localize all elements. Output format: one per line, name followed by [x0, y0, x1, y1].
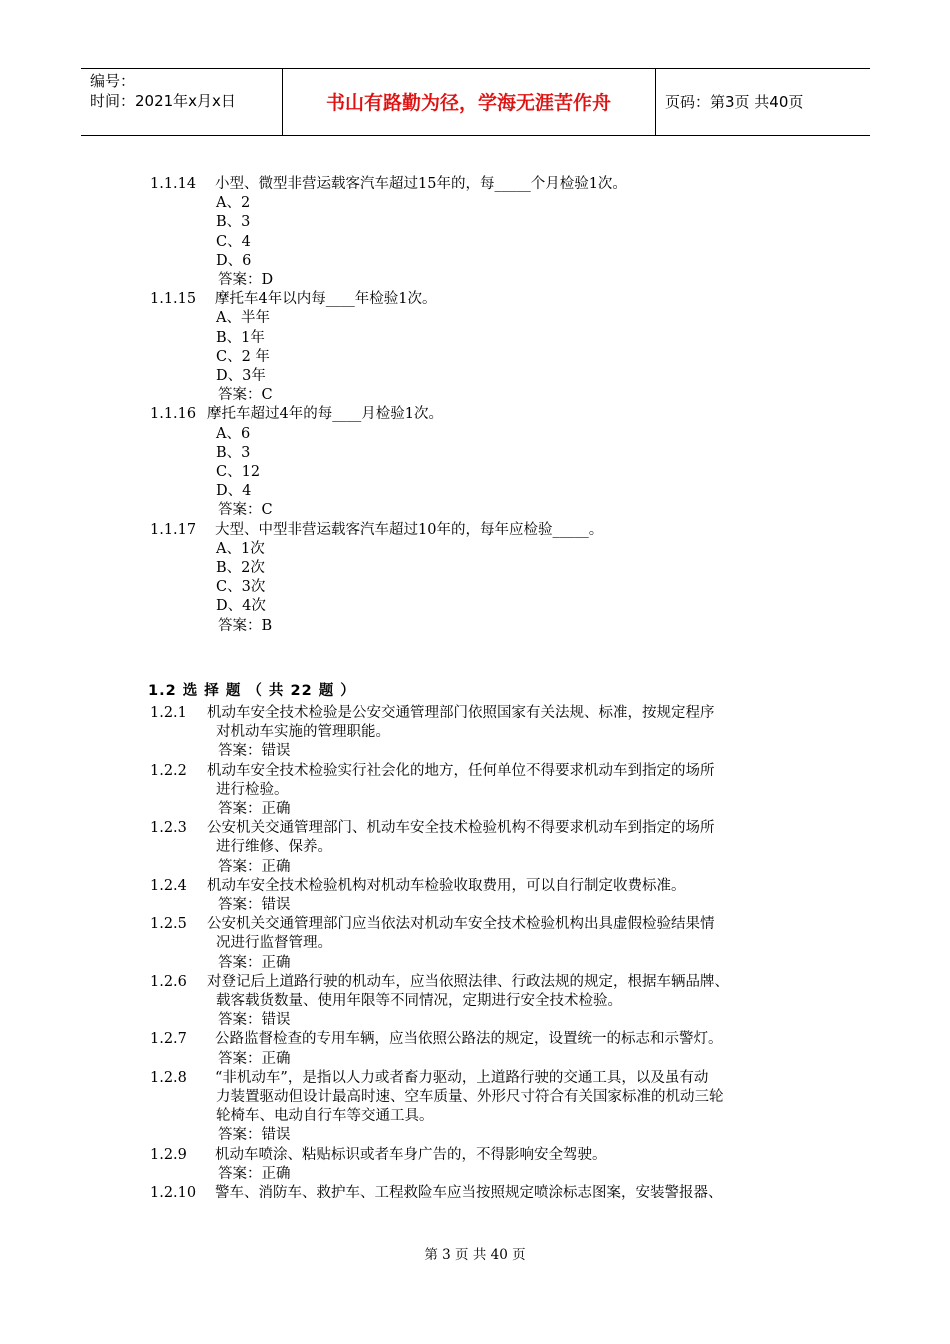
question-text: 小型、微型非营运载客汽车超过15年的，每_____个月检验1次。	[215, 176, 627, 192]
question-number: 1.2.6	[150, 973, 187, 990]
question-text: 载客载货数量、使用年限等不同情况，定期进行安全技术检验。	[216, 993, 622, 1009]
question-number: 1.1.16	[150, 406, 197, 423]
question-text: 轮椅车、电动自行车等交通工具。	[216, 1108, 434, 1125]
question-text: 公路监督检查的专用车辆，应当依照公路法的规定，设置统一的标志和示警灯。	[215, 1031, 723, 1048]
question-answer: 答案：正确	[218, 954, 291, 971]
question-text: 对机动车实施的管理职能。	[216, 724, 390, 741]
question-option: D、4次	[216, 598, 266, 615]
question-text: 警车、消防车、救护车、工程救险车应当按照规定喷涂标志图案，安装警报器、	[215, 1185, 723, 1201]
question-answer: 答案：正确	[218, 858, 291, 875]
question-text: 摩托车4年以内每____年检验1次。	[215, 291, 437, 308]
question-answer: 答案：正确	[218, 801, 291, 817]
question-number: 1.2.1	[150, 705, 187, 721]
question-number: 1.1.14	[150, 176, 197, 192]
question-option: C、3次	[216, 579, 266, 596]
header-time-label: 时间：2021年x月x日	[90, 92, 236, 110]
header-motto: 书山有路勤为径，学海无涯苦作舟	[325, 92, 611, 114]
question-option: D、4	[216, 483, 252, 500]
question-text: 况进行监督管理。	[216, 935, 332, 952]
header-page-info: 页码：第3页 共40页	[665, 93, 804, 111]
question-text: 力装置驱动但设计最高时速、空车质量、外形尺寸符合有关国家标准的机动三轮	[216, 1089, 724, 1105]
question-option: A、2	[216, 195, 251, 212]
question-option: D、6	[216, 252, 252, 269]
question-option: B、3	[216, 214, 251, 231]
question-option: A、6	[216, 425, 251, 442]
question-answer: 答案：C	[218, 502, 273, 519]
question-number: 1.2.4	[150, 877, 187, 894]
question-answer: 答案：正确	[218, 1165, 291, 1182]
question-number: 1.2.3	[150, 820, 187, 837]
question-text: 进行维修、保养。	[216, 839, 332, 856]
question-number: 1.2.10	[150, 1185, 197, 1201]
question-answer: 答案：B	[218, 617, 273, 634]
question-number: 1.2.9	[150, 1146, 187, 1163]
question-answer: 答案：错误	[218, 1012, 291, 1029]
question-number: 1.1.17	[150, 521, 197, 538]
question-text: 摩托车超过4年的每____月检验1次。	[207, 406, 443, 423]
question-option: B、3	[216, 444, 251, 461]
question-text: 公安机关交通管理部门、机动车安全技术检验机构不得要求机动车到指定的场所	[207, 820, 715, 837]
question-answer: 答案：正确	[218, 1050, 291, 1067]
question-option: C、2 年	[216, 348, 270, 365]
question-option: B、2次	[216, 560, 265, 576]
question-text: 机动车喷涂、粘贴标识或者车身广告的，不得影响安全驾驶。	[215, 1146, 607, 1163]
question-option: A、半年	[216, 310, 270, 327]
question-text: 机动车安全技术检验实行社会化的地方，任何单位不得要求机动车到指定的场所	[207, 762, 715, 779]
question-answer: 答案：D	[218, 272, 274, 288]
question-text: 对登记后上道路行驶的机动车，应当依照法律、行政法规的规定，根据车辆品牌、	[207, 973, 729, 990]
question-option: D、3年	[216, 368, 266, 384]
header-id-label: 编号：	[90, 72, 136, 90]
question-option: C、12	[216, 464, 261, 480]
section-title: 1.2 选 择 题 （ 共 22 题 ）	[148, 683, 356, 699]
question-number: 1.2.5	[150, 916, 187, 933]
question-number: 1.2.8	[150, 1069, 187, 1086]
question-option: C、4	[216, 233, 251, 250]
question-number: 1.1.15	[150, 291, 197, 308]
question-text: 进行检验。	[216, 781, 289, 798]
question-number: 1.2.2	[150, 762, 187, 779]
question-text: 公安机关交通管理部门应当依法对机动车安全技术检验机构出具虚假检验结果情	[207, 916, 715, 933]
question-answer: 答案：错误	[218, 743, 291, 760]
question-text: 大型、中型非营运载客汽车超过10年的，每年应检验_____。	[215, 521, 604, 538]
question-number: 1.2.7	[150, 1031, 187, 1048]
question-option: A、1次	[216, 540, 265, 557]
question-answer: 答案：错误	[218, 1127, 291, 1144]
question-text: 机动车安全技术检验机构对机动车检验收取费用，可以自行制定收费标准。	[207, 877, 686, 894]
question-answer: 答案：C	[218, 387, 273, 404]
question-option: B、1年	[216, 329, 265, 346]
question-text: 机动车安全技术检验是公安交通管理部门依照国家有关法规、标准，按规定程序	[207, 705, 715, 721]
question-text: “非机动车”，是指以人力或者畜力驱动，上道路行驶的交通工具，以及虽有动	[215, 1069, 709, 1086]
question-answer: 答案：错误	[218, 897, 291, 913]
page-footer: 第 3 页 共 40 页	[424, 1247, 526, 1263]
